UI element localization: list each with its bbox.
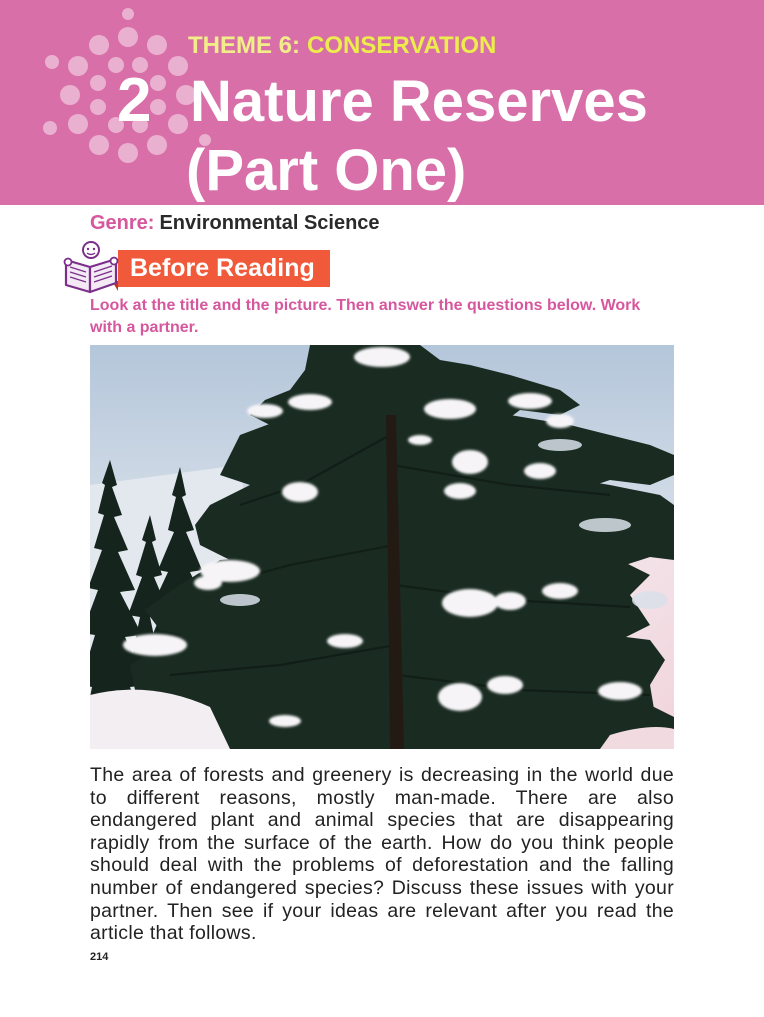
genre-label: Genre: xyxy=(90,212,155,234)
genre-line xyxy=(90,213,380,233)
photo xyxy=(90,345,674,749)
body-text-line: The area of forests and greenery is decreasing in the world due xyxy=(90,764,674,786)
body-text-line: rapidly from the surface of the earth. How do you think people xyxy=(90,831,674,854)
reading-book-icon xyxy=(60,238,122,296)
header-band xyxy=(0,0,764,205)
unit-number: 2 xyxy=(117,66,152,135)
page-number: 214 xyxy=(90,951,109,963)
genre-value: Environmental Science xyxy=(159,212,380,234)
body-paragraph xyxy=(90,764,674,945)
before-reading-banner xyxy=(118,250,330,287)
body-text-line: endangered plant and animal species that are disappearing xyxy=(90,809,674,832)
page-title-line-1: Nature Reserves xyxy=(190,69,648,134)
body-text-line: should deal with the problems of deforestation and the falling xyxy=(90,854,674,877)
before-reading-label: Before Reading xyxy=(130,254,315,282)
theme-prefix: THEME 6: xyxy=(188,32,301,59)
page-title-line-2: (Part One) xyxy=(186,138,467,203)
body-text-line: to different reasons, mostly man-made. There are also xyxy=(90,786,674,809)
theme-name: CONSERVATION xyxy=(307,32,497,59)
body-text-line: partner. Then see if your ideas are relevant after you read the xyxy=(90,899,674,922)
body-text-line: article that follows. xyxy=(90,922,257,945)
body-text-line: number of endangered species? Discuss these issues with your xyxy=(90,876,674,899)
before-reading-instructions: Look at the title and the picture. Then answer the questions below. Work with a partner. xyxy=(90,297,641,336)
theme-heading xyxy=(188,34,496,58)
